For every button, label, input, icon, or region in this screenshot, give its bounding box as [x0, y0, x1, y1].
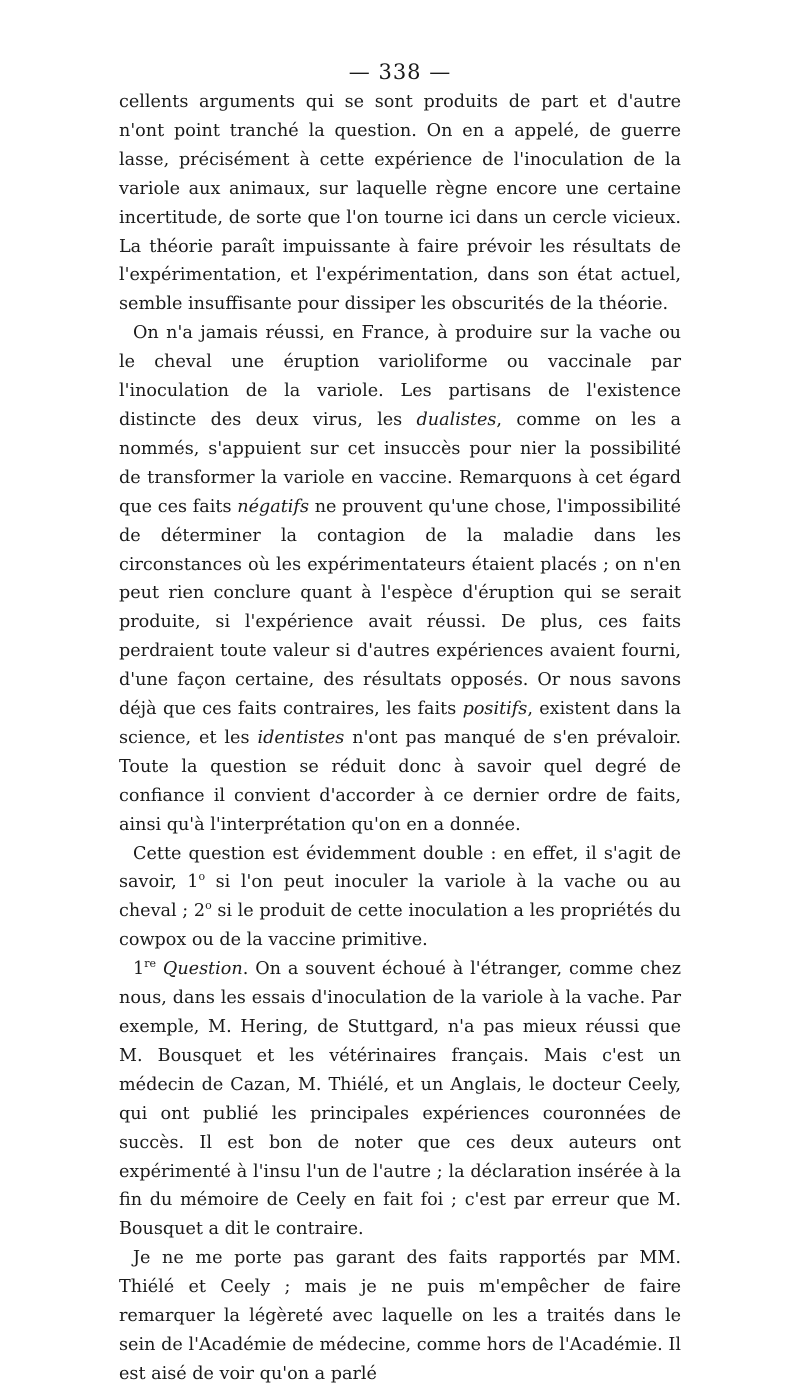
page-number: — 338 — — [348, 60, 452, 84]
text-run — [156, 959, 163, 979]
italic-text: positifs — [462, 699, 528, 720]
italic-text: Question — [162, 959, 243, 980]
text-run: On n'a jamais réussi, en France, à produire sur la vache ou le cheval une éruption varioliforme ou vaccinale par l'inoculation de la variole. Les partisans de l'existence distincte des deux virus, les — [119, 323, 681, 430]
paragraph — [119, 955, 681, 1244]
text-run: si l'on peut inoculer la variole à la vache ou au cheval ; 2 — [119, 872, 681, 922]
paragraph — [119, 88, 681, 319]
body-text — [119, 88, 681, 1389]
paragraph — [119, 840, 681, 956]
paragraph — [119, 1244, 681, 1389]
superscript: re — [144, 957, 156, 971]
text-run: n'ont pas manqué de s'en prévaloir. Toute la question se réduit donc à savoir quel degré de confiance il convient d'accorder à ce dernier ordre de faits, ainsi qu'à l'interprétation qu'on en a donnée. — [119, 727, 681, 835]
text-run: si le produit de cette inoculation a les propriétés du cowpox ou de la vaccine primitive. — [119, 901, 682, 951]
text-run: , existent dans la science, et les — [119, 699, 681, 748]
text-run: ne prouvent qu'une chose, l'impossibilité de déterminer la contagion de la maladie dans les circonstances où les expérimentateurs étaient placés ; on n'en peut rien conclure quant à l'espèce d'éruption qui se serait produite, si l'expérience avait réussi. De plus, ces faits perdraient toute valeur si d'autres expériences avaient fourni, d'une façon certaine, des résultats opposés. Or nous savons déjà que ces faits contraires, les faits — [119, 496, 681, 720]
text-run: Je ne me porte pas garant des faits rapportés par MM. Thiélé et Ceely ; mais je ne puis m'empêcher de faire remarquer la légèreté avec laquelle on les a traités dans le sein de l'Académie de médecine, comme hors de l'Académie. Il est aisé de voir qu'on a parlé — [119, 1248, 681, 1384]
text-run: 1 — [133, 959, 145, 980]
italic-text: dualistes — [416, 409, 497, 430]
italic-text: identistes — [257, 727, 345, 748]
text-run: . On a souvent échoué à l'étranger, comme chez nous, dans les essais d'inoculation de la variole à la vache. Par exemple, M. Hering, de Stuttgard, n'a pas mieux réussi que M. Bousquet et les vétérinaires français. Mais c'est un médecin de Cazan, M. Thiélé, et un Anglais, le docteur Ceely, qui ont publié les principales expériences couronnées de succès. Il est bon de noter que ces deux auteurs ont expérimenté à l'insu l'un de l'autre ; la déclaration insérée à la fin du mémoire de Ceely en fait foi ; c'est par erreur que M. Bousquet a dit le contraire. — [119, 959, 682, 1240]
italic-text: négatifs — [237, 496, 309, 517]
text-run: cellents arguments qui se sont produits de part et d'autre n'ont point tranché la question. On en a appelé, de guerre lasse, précisément à cette expérience de l'inoculation de la variole aux animaux, sur laquelle règne encore une certaine incertitude, de sorte que l'on tourne ici dans un cercle vicieux. La théorie paraît impuissante à faire prévoir les résultats de l'expérimentation, et l'expérimentation, dans son état actuel, semble insuffisante pour dissiper les obscurités de la théorie. — [119, 92, 681, 315]
paragraph — [119, 319, 681, 839]
text-run: , comme on les a nommés, s'appuient sur cet insuccès pour nier la possibilité de transformer la variole en vaccine. Remarquons à cet égard que ces faits — [119, 409, 682, 517]
text-run: Cette question est évidemment double : en effet, il s'agit de savoir, 1 — [119, 843, 681, 893]
superscript: o — [198, 870, 206, 884]
superscript: o — [205, 899, 212, 913]
